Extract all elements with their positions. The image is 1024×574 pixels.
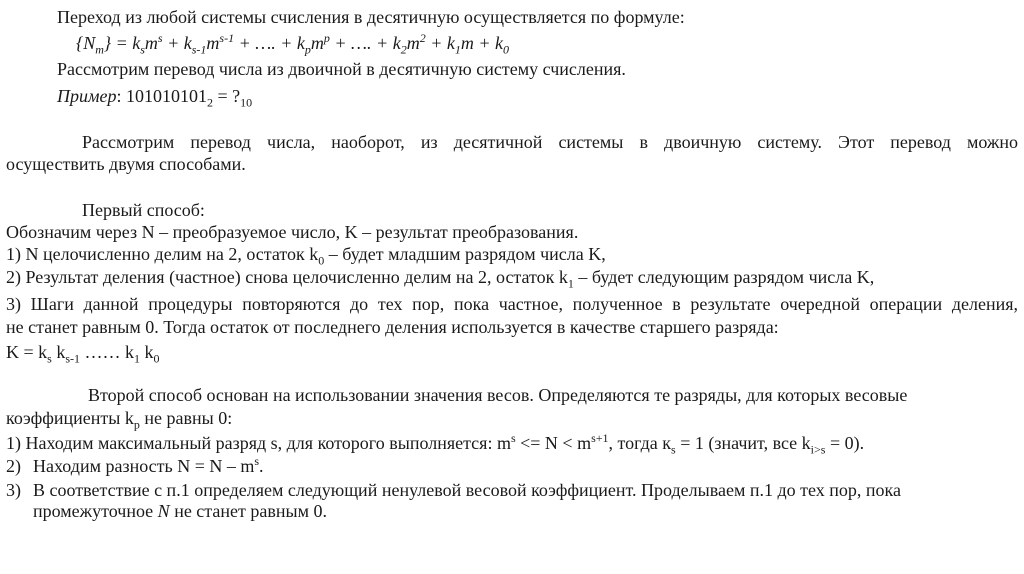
method1-result: $K = k_s$ $k_{s-1}$ …… $k_1$ $k_0$ bbox=[6, 342, 160, 366]
method2-step3-line2: промежуточное N не станет равным 0. bbox=[33, 501, 327, 521]
method2-step3-number: 3) bbox=[6, 480, 21, 500]
method1-step2: 2) Результат деления (частное) снова целочисленно делим на 2, остаток $k_1$ – будет следующим разрядом числа K, bbox=[6, 267, 875, 291]
method1-step1: 1) N целочисленно делим на 2, остаток $k_0$ – будет младшим разрядом числа K, bbox=[6, 244, 606, 268]
formula-intro: Переход из любой системы счисления в десятичную осуществляется по формуле: bbox=[57, 7, 685, 27]
formula-lhs: $\{N_m\}$ = bbox=[76, 33, 133, 57]
method2-step2: Находим разность $N = N - m^s$. bbox=[33, 454, 264, 476]
method1-step3-line1: 3) Шаги данной процедуры повторяются до тех пор, пока частное, полученное в результате очередной операции деления, bbox=[6, 294, 1018, 314]
method1-title: Первый способ: bbox=[82, 200, 205, 220]
conversion-formula: $\{N_m\} = k_sm^s + k_{s-1}m^{s-1}$ + …. + $k_pm^p$ + …. + $k_2m^2 + k_1m + k_0$ bbox=[76, 31, 510, 57]
reverse-conversion-line1: Рассмотрим перевод числа, наоборот, из десятичной системы в двоичную систему. Этот перевод можно bbox=[82, 132, 1018, 152]
method1-step3-line2: не станет равным 0. Тогда остаток от последнего деления используется в качестве старшего разряда: bbox=[6, 317, 779, 337]
method1-notation: Обозначим через N – преобразуемое число, K – результат преобразования. bbox=[6, 222, 579, 242]
method2-line2: коэффициенты $k_p$ не равны 0: bbox=[6, 408, 233, 432]
method2-step2-number: 2) bbox=[6, 456, 21, 476]
example-line: Пример: $101010101_2$ = $?_{10}$ bbox=[57, 86, 253, 110]
example-label: Пример bbox=[57, 86, 117, 106]
method2-line1: Второй способ основан на использовании значения весов. Определяются те разряды, для которых весовые bbox=[88, 385, 908, 405]
method2-step3-line1: В соответствие с п.1 определяем следующий ненулевой весовой коэффициент. Проделываем п.1 до тех пор, пока bbox=[33, 480, 901, 500]
method2-step1: 1) Находим максимальный разряд s, для которого выполняется: $m^s <= N < m^{s+1}$, тогда $к_s = 1$ (значит, все $k_{i>s} = 0$). bbox=[6, 431, 865, 457]
reverse-conversion-line2: осуществить двумя способами. bbox=[6, 154, 246, 174]
consider-binary-text: Рассмотрим перевод числа из двоичной в десятичную систему счисления. bbox=[57, 59, 626, 79]
